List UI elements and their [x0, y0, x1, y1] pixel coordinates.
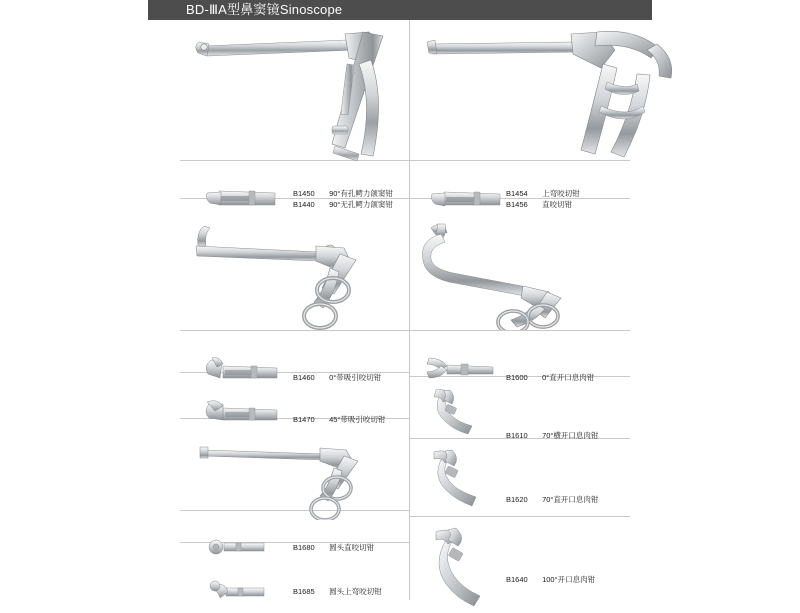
- caption-b1456: [506, 199, 572, 210]
- figure-scissor-handle-forceps: [425, 20, 690, 165]
- caption-b1640: [506, 574, 595, 585]
- thumb-closeup-straight-open-jaw: [425, 356, 495, 387]
- caption-b1454: [506, 188, 580, 199]
- thumb-closeup-70-straight-open-jaw: [428, 448, 492, 515]
- desc-b1440: 90°无孔鳄力颌窦钳: [329, 200, 393, 209]
- figure-large-forceps-90-degree: [195, 20, 410, 165]
- caption-b1450: [293, 188, 393, 199]
- thumb-closeup-jaw-side-view-2: [430, 185, 502, 218]
- caption-b1620: [506, 494, 598, 505]
- desc-b1460: 0°带吸引咬切钳: [329, 373, 382, 382]
- desc-b1470: 45°带吸引咬切钳: [329, 415, 386, 424]
- desc-b1456: 直咬切钳: [542, 200, 573, 209]
- code-b1620: B1620: [506, 495, 528, 504]
- desc-b1600: 0°直开口息肉钳: [542, 373, 595, 382]
- desc-b1450: 90°有孔鳄力颌窦钳: [329, 189, 393, 198]
- thumb-closeup-jaw-open-angled: [203, 356, 279, 391]
- code-b1680: B1680: [293, 543, 315, 552]
- rule-right-6: [410, 516, 630, 517]
- desc-b1610: 70°横开口息肉钳: [542, 431, 599, 440]
- thumb-closeup-round-tip-upturned: [206, 580, 266, 605]
- thumb-closeup-jaw-side-view: [205, 185, 277, 218]
- thumb-closeup-round-tip-straight: [206, 538, 266, 561]
- figure-large-forceps-ring-handle: [190, 220, 410, 330]
- code-b1685: B1685: [293, 587, 315, 596]
- thumb-closeup-jaw-open-45: [203, 398, 279, 433]
- desc-b1640: 100°开口息肉钳: [542, 575, 596, 584]
- desc-b1454: 上弯咬切钳: [542, 189, 580, 198]
- desc-b1685: 圆头上弯咬切钳: [329, 587, 382, 596]
- code-b1470: B1470: [293, 415, 315, 424]
- code-b1640: B1640: [506, 575, 528, 584]
- code-b1456: B1456: [506, 200, 528, 209]
- caption-b1600: [506, 372, 594, 383]
- code-b1440: B1440: [293, 200, 315, 209]
- code-b1610: B1610: [506, 431, 528, 440]
- code-b1460: B1460: [293, 373, 315, 382]
- figure-curved-shaft-ring-handle-forceps: [415, 220, 640, 330]
- caption-b1440: [293, 199, 393, 210]
- desc-b1620: 70°直开口息肉钳: [542, 495, 599, 504]
- caption-b1610: [506, 430, 598, 441]
- rule-right-3: [410, 330, 630, 331]
- caption-b1680: [293, 542, 374, 553]
- rule-left-3: [180, 330, 409, 331]
- caption-b1460: [293, 372, 381, 383]
- caption-b1685: [293, 586, 382, 597]
- caption-b1470: [293, 414, 385, 425]
- thumb-closeup-70-horizontal-open-jaw: [428, 388, 492, 441]
- code-b1454: B1454: [506, 189, 528, 198]
- desc-b1680: 圆头直咬切钳: [329, 543, 375, 552]
- figure-slim-forceps-ring-handle: [198, 430, 410, 520]
- code-b1450: B1450: [293, 189, 315, 198]
- page-title: BD-ⅢA型鼻窦镜Sinoscope: [148, 0, 652, 20]
- catalog-sheet: [0, 20, 800, 600]
- code-b1600: B1600: [506, 373, 528, 382]
- page-header: [0, 0, 800, 20]
